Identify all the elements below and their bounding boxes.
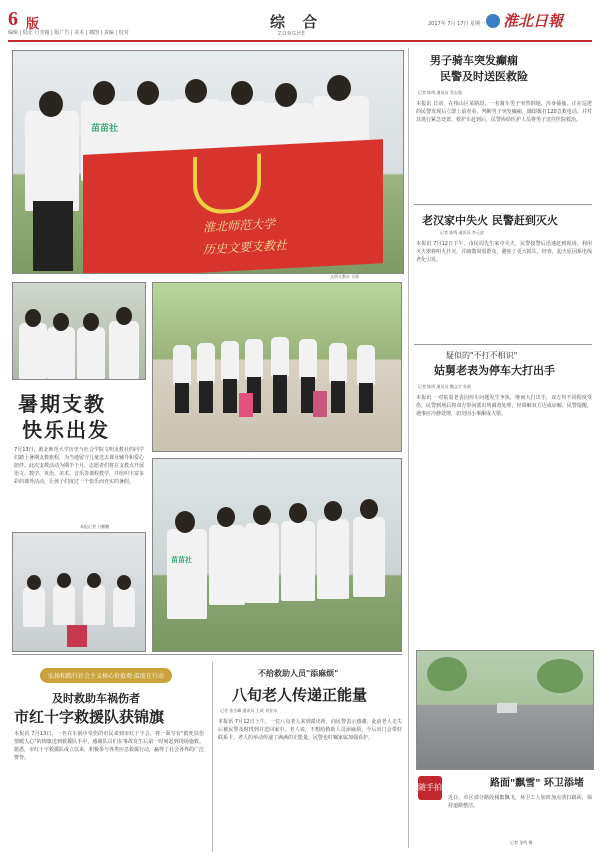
newspaper-logo: 淮北日報 xyxy=(486,10,586,30)
tree-icon xyxy=(537,659,583,693)
story3-kicker: 疑似的"不打不相识" xyxy=(446,351,518,360)
section-title: 综 合 xyxy=(270,13,324,31)
banner-text-line1: 淮北师范大学 xyxy=(203,216,276,235)
suitcase-icon xyxy=(67,625,87,647)
street-photo xyxy=(416,650,594,770)
summer-byline: 本报记者 万鹏鹏 xyxy=(80,524,110,529)
summer-article-body: 7月13日，淮北师范大学历史与社会学院文明支教社的同学们踏上暑期支教旅程，为当地留守儿童送去课业辅导和爱心陪伴。此次支教活动为期半个月，志愿者们将在支教点开展语文、数学、英语、美术、音乐等课程教学，并组织丰富多彩的课外活动，让孩子们度过一个快乐而充实的暑假。 xyxy=(14,447,144,485)
elder-byline: 记者 张岳峰 通讯员 王政 刘亚东 xyxy=(220,708,278,713)
redcross-subheadline: 及时救助车祸伤者 xyxy=(52,692,140,705)
story2-byline: 记者 陈鸣 通讯员 李云波 xyxy=(440,230,484,235)
story3-title: 姑舅老表为停车大打出手 xyxy=(434,364,555,377)
badge-on-shirt: 苗苗社 xyxy=(171,556,192,564)
page-number: 6 xyxy=(8,8,18,30)
story2-title: 老汉家中失火 民警赶到灭火 xyxy=(422,214,558,227)
suitcase-icon xyxy=(239,393,253,417)
redcross-body: 本报讯 7月13日，一名在车祸中受伤的市民来到市红十字会，将一面写有"救死扶伤 情暖人心"的锦旗送到救援队手中，感谢队员们在事故发生后第一时间赶到现场施救。据悉，市红十字救援队成立以来，积极参与各类应急救援行动，赢得了社会各界的广泛赞誉。 xyxy=(14,731,204,761)
story1-subtitle: 民警及时送医救险 xyxy=(440,70,528,83)
luggage-group-photo xyxy=(152,282,402,452)
story1-byline: 记者 陈鸣 通讯员 蔡志强 xyxy=(418,90,462,95)
story3-body: 本报讯 一对姑舅老表因停车问题发生争执，继而大打出手，双方均不同程度受伤。民警到场后将双方带回派出所调查处理，经调解双方达成谅解。民警提醒，遇事应冷静处理，切勿因小事酿成大错。 xyxy=(416,395,592,417)
main-photo-caption: 文明支教社 合影 xyxy=(330,274,360,279)
redcross-headline: 市红十字救援队获锦旗 xyxy=(14,708,165,726)
headline-summer-line1: 暑期支教 xyxy=(18,392,106,416)
photo-story-title: 路面"飘雪" 环卫添堵 xyxy=(490,778,584,789)
photo-story-body: 近日，市区部分路段杨絮飘飞，环卫工人加班加点清扫路面，保持道路整洁。 xyxy=(448,795,592,809)
story1-title: 男子骑车突发癫痫 xyxy=(430,54,518,67)
car-icon xyxy=(497,703,517,713)
suitcase-icon xyxy=(313,391,327,417)
snapshot-tag: 随手拍 xyxy=(418,776,442,800)
photo-story-byline: 记者 金鸣 摄 xyxy=(510,840,533,845)
salute-group-photo xyxy=(152,458,402,652)
red-banner xyxy=(83,139,383,274)
headline-summer-line2: 快乐出发 xyxy=(22,418,110,442)
girls-photo xyxy=(12,282,146,380)
banner-emblem-icon xyxy=(193,154,261,216)
story2-body: 本报讯 7月12日下午，市民周先生家中失火，民警接警后迅速赶到现场，利用灭火器将明火扑灭，并疏散周围群众，避免了更大损失。经查，起火原因系电线老化引发。 xyxy=(416,241,592,263)
tree-icon xyxy=(427,657,467,691)
section-subtitle: ZONGHE xyxy=(278,31,306,37)
logo-icon xyxy=(486,14,500,28)
elder-body: 本报讯 7月12日上午，一位八旬老人来到派出所，向民警表示感谢。此前老人走失后被民警及时找到并送回家中。老人说，不想给救助人员添麻烦，今后出门会带好联系卡。老人的举动传递了满满的正能量，民警也叮嘱家属加强看护。 xyxy=(218,719,402,741)
main-group-photo xyxy=(12,50,404,274)
story3-byline: 记者 陈鸣 通讯员 魏文学 杜鹃 xyxy=(418,384,472,389)
story1-body: 本报讯 日前，在相山区某路段，一名骑车男子突然倒地，浑身抽搐。正在巡逻的民警发现后立即上前查看，判断男子突发癫痫，随即拨打120急救电话，并对其进行紧急处置。救护车赶到后，民警协助医护人员将男子送往医院救治。 xyxy=(416,101,592,123)
masthead-meta: 编辑 | 陆北 行李箱 | 版广告 | 美术 | 插图 | 责编 | 校对 xyxy=(8,30,129,36)
kids-photo xyxy=(12,532,146,652)
banner-text-line2: 历史文要支教社 xyxy=(203,238,288,257)
badge-on-shirt: 苗苗社 xyxy=(91,124,119,134)
theme-kicker-banner: 弘扬和践行社会主义核心价值观·温度在行动 xyxy=(40,668,172,683)
masthead xyxy=(8,6,592,42)
elder-headline: 八旬老人传递正能量 xyxy=(232,686,368,704)
elder-kicker: 不给救助人员"添麻烦" xyxy=(258,669,339,678)
edition-label: 版 xyxy=(26,17,40,32)
issue-date: 2017年 7月 17日 星期一 xyxy=(428,21,486,27)
